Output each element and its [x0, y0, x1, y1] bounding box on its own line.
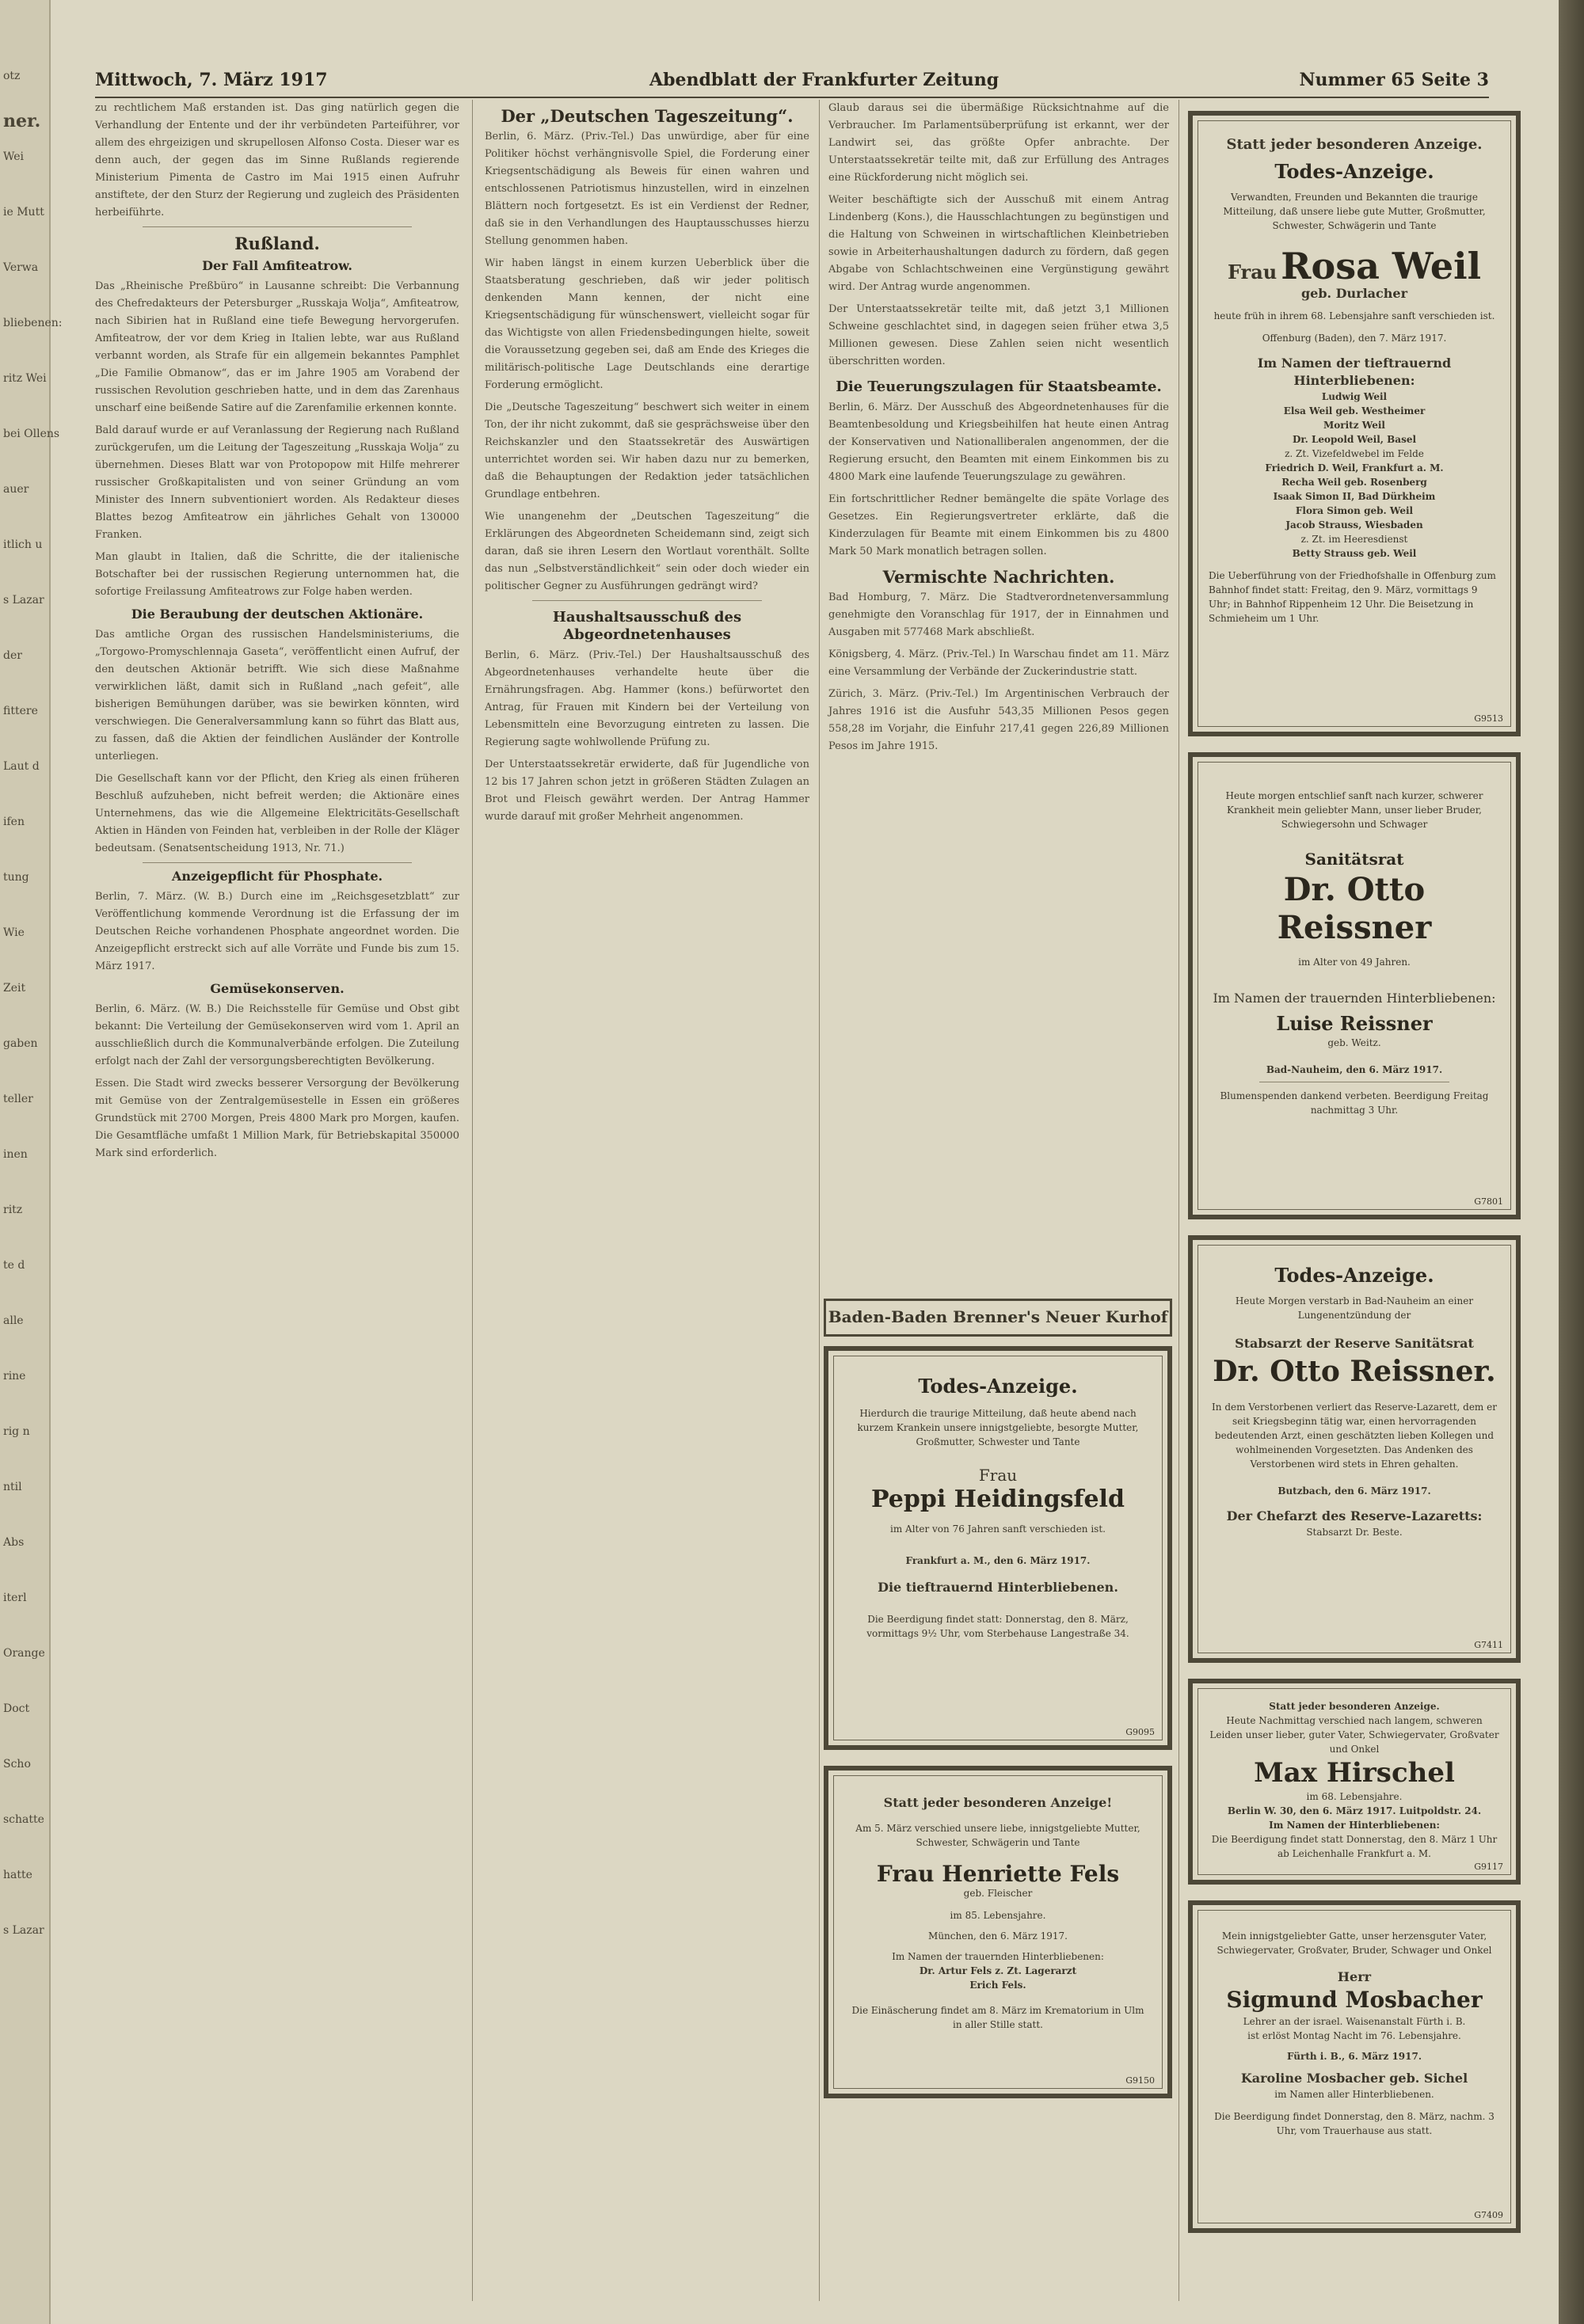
article-text: Man glaubt in Italien, daß die Schritte, die der italienische Botschafter bei der russischen Regierung unternommen hat, die sofortige Freilassung Amfiteatrows zur Folge haben werden.: [95, 551, 459, 598]
ad-title: Todes-Anzeige.: [918, 1375, 1078, 1398]
article-text: Berlin, 6. März. (Priv.-Tel.) Das unwürdige, aber für eine Politiker höchst verhängnisvolle Spiel, die Forderung einer Kriegsentschädigung als Beweis für einen wahren und entschlossenen Patriotismus hinzustellen, wird in einzelnen Blättern noch fortgesetzt. Es ist ein Verdienst der Redner, daß sie in den Verhandlungen des Hauptausschusses hierzu Stellung genommen haben.: [485, 131, 809, 247]
ad-place-date: Butzbach, den 6. März 1917.: [1277, 1485, 1431, 1497]
ad-title: Todes-Anzeige.: [1274, 160, 1434, 183]
ad-text: Heute morgen entschlief sanft nach kurzer, schwerer Krankheit mein geliebter Mann, unser lieber Bruder, Schwiegersohn und Schwager: [1225, 790, 1483, 830]
ad-death-notice-fels: [824, 1766, 1172, 2098]
ad-mourners: im Namen aller Hinterbliebenen.: [1274, 2089, 1434, 2100]
spine-text: rig n: [3, 1425, 30, 1438]
ad-burial-info: Die Beerdigung findet statt: Donnerstag, den 8. März, vormittags 9½ Uhr, vom Sterbehause Langestraße 34.: [866, 1614, 1129, 1639]
ad-mourner-name: Karoline Mosbacher geb. Sichel: [1240, 2071, 1468, 2086]
spine-text: alle: [3, 1314, 24, 1327]
ad-code: G9513: [1474, 713, 1503, 724]
page-edge-shadow: [1559, 0, 1584, 2324]
spine-text: hatte: [3, 1869, 32, 1881]
ad-place-date: Offenburg (Baden), den 7. März 1917.: [1262, 333, 1447, 344]
ad-burial-info: Die Einäscherung findet am 8. März im Krematorium in Ulm in aller Stille statt.: [851, 2005, 1144, 2030]
article-text: Berlin, 7. März. (W. B.) Durch eine im „Reichsgesetzblatt“ zur Veröffentlichung kommende Verordnung ist die Erfassung der im Deutschen Reiche vorhandenen Phosphate angeordnet worden. Die Anzeigepflicht erstreckt sich auf alle Vorräte und Funde bis zum 15. März 1917.: [95, 891, 459, 972]
column-2: [485, 100, 809, 2301]
ad-text: im 85. Lebensjahre.: [950, 1910, 1046, 1921]
header-date: Mittwoch, 7. März 1917: [95, 70, 328, 90]
section-heading: Haushaltsausschuß des Abgeordnetenhauses: [552, 609, 742, 643]
ad-place-date: Bad-Nauheim, den 6. März 1917.: [1266, 1064, 1443, 1075]
article-heading: Gemüsekonserven.: [210, 981, 345, 996]
ad-brenner-kurhof: [824, 1299, 1172, 1337]
deceased-name: Dr. Otto Reissner.: [1213, 1355, 1496, 1388]
ad-mourner-name: Moritz Weil: [1323, 420, 1385, 431]
ad-mourners: Im Namen der Hinterbliebenen:: [1269, 1820, 1440, 1831]
divider: [143, 862, 412, 863]
spine-text: te d: [3, 1259, 25, 1272]
ad-text: Lehrer an der israel. Waisenanstalt Fürth i. B.: [1243, 2016, 1466, 2027]
ad-death-notice-reissner-lazarett: [1188, 1235, 1521, 1663]
article-heading: Anzeigepflicht für Phosphate.: [171, 869, 383, 884]
ad-text: Am 5. März verschied unsere liebe, innigstgeliebte Mutter, Schwester, Schwägerin und Tante: [855, 1823, 1140, 1848]
spine-text: inen: [3, 1148, 28, 1161]
column-rule: [1178, 100, 1179, 2301]
spine-text: Doct: [3, 1702, 30, 1715]
spine-text: Wie: [3, 926, 25, 939]
header-page-number: Nummer 65 Seite 3: [1299, 70, 1489, 90]
spine-text: auer: [3, 483, 29, 496]
ad-title: Statt jeder besonderen Anzeige.: [1269, 1701, 1440, 1712]
deceased-name: Sigmund Mosbacher: [1226, 1987, 1483, 2013]
spine-text: ie Mutt: [3, 206, 44, 219]
ad-text: Heute Morgen verstarb in Bad-Nauheim an einer Lungenentzündung der: [1235, 1295, 1474, 1321]
divider: [532, 600, 762, 601]
spine-text: Verwa: [3, 261, 39, 274]
ad-death-notice-hirschel: [1188, 1679, 1521, 1885]
article-text: Königsberg, 4. März. (Priv.-Tel.) In Warschau findet am 11. März eine Versammlung der Verbände der Zuckerindustrie statt.: [828, 649, 1169, 678]
article-text: zu rechtlichem Maß erstanden ist. Das ging natürlich gegen die Verhandlung der Entente und der ihr verbündeten Parteiführer, vor allem des ehrgeizigen und skrupellosen Alfonso Costa. Dieser war es denn auch, der gegen das im Sinne Rußlands regierende Ministerium Pimenta de Castro im Mai 1915 einen Aufruhr anstiftete, der den Sturz der Regierung und zugleich des Präsidenten herbeiführte.: [95, 102, 459, 219]
ad-mourner-name: Ludwig Weil: [1321, 391, 1388, 402]
article-text: Der Unterstaatssekretär teilte mit, daß jetzt 3,1 Millionen Schweine geschlachtet sind, in dagegen seien früher etwa 3,5 Millionen gewesen. Diese Zahlen seien nicht wesentlich überschritten worden.: [828, 303, 1169, 367]
spine-text: fittere: [3, 705, 38, 717]
ad-mourners: Im Namen der tieftrauernd Hinterbliebenen:: [1257, 356, 1452, 388]
article-text: Das „Rheinische Preßbüro“ in Lausanne schreibt: Die Verbannung des Chefredakteurs der Petersburger „Russkaja Wolja“, Amfiteatrow, nach Sibirien hat in Rußland eine tiefe Bewegung hervorgerufen. Amfiteatrow, der vor dem Krieg in Italien lebte, war aus Rußland verbannt worden, als Strafe für ein allgemein bekanntes Pamphlet „Die Familie Obmanow“, das er im Jahre 1905 am Vorabend der russischen Revolution geschrieben hatte, und in dem das Zarenhaus unscharf eine beißende Satire auf die Zarenfamilie erkennen konnte.: [95, 280, 459, 414]
ad-mourner-name: Recha Weil geb. Rosenberg: [1281, 477, 1427, 488]
article-text: Wir haben längst in einem kurzen Ueberblick über die Staatsberatung geschrieben, daß wir jeder politisch denkenden Mann kennen, der nicht eine Kriegsentschädigung für wünschenswert, vielleicht sogar für das Wichtigste von allen Friedensbedingungen hielte, soweit die Voraussetzung gegeben sei, daß am Ende des Krieges die militärisch-politische Lage Deutschlands eine derartige Forderung ermöglicht.: [485, 257, 809, 391]
ad-mourner-name: Dr. Artur Fels z. Zt. Lagerarzt: [919, 1965, 1077, 1976]
ad-text: heute früh in ihrem 68. Lebensjahre sanft verschieden ist.: [1213, 310, 1495, 321]
ad-mourner-name: Dr. Leopold Weil, Basel: [1292, 434, 1417, 445]
article-text: Glaub daraus sei die übermäßige Rücksichtnahme auf die Verbraucher. Im Parlamentsüberprüfung ist erkannt, wer der Landwirt sei, das größte Opfer anbrachte. Der Unterstaatssekretär teilte mit, daß zur Erfüllung des Antrages eine Rückforderung nicht möglich sei.: [828, 102, 1169, 184]
spine-text: otz: [3, 70, 21, 82]
column-1: [95, 100, 459, 2301]
ad-death-notice-reissner-family: [1188, 752, 1521, 1219]
ad-text: Sanitätsrat: [1304, 850, 1404, 869]
ad-mourner-name: Isaak Simon II, Bad Dürkheim: [1273, 491, 1436, 502]
spine-text: iterl: [3, 1592, 27, 1604]
ad-death-notice-weil: [1188, 111, 1521, 736]
ad-death-notice-mosbacher: [1188, 1900, 1521, 2233]
spine-text: gaben: [3, 1037, 38, 1050]
article-heading: Die Beraubung der deutschen Aktionäre.: [131, 607, 424, 622]
header-rule: [95, 97, 1489, 98]
ad-burial-info: Die Beerdigung findet Donnerstag, den 8. März, nachm. 3 Uhr, vom Trauerhause aus statt.: [1214, 2111, 1495, 2136]
spine-text: s Lazar: [3, 594, 44, 607]
deceased-name: Rosa Weil: [1281, 245, 1482, 287]
spine-text: der: [3, 649, 22, 662]
ad-code: G9117: [1474, 1862, 1503, 1872]
ad-place-date: München, den 6. März 1917.: [928, 1930, 1068, 1942]
spine-text: schatte: [3, 1813, 44, 1826]
spine-text: ntil: [3, 1481, 22, 1493]
ad-mourner-name: Betty Strauss geb. Weil: [1292, 548, 1417, 559]
ad-text: geb. Durlacher: [1300, 286, 1408, 301]
ad-code: G7801: [1474, 1196, 1503, 1207]
spine-text: Orange: [3, 1647, 45, 1660]
spine-text: teller: [3, 1093, 33, 1105]
article-text: Bad Homburg, 7. März. Die Stadtverordnetenversammlung genehmigte den Voranschlag für 1917, der in Einnahmen und Ausgaben mit 577468 Mark abschließt.: [828, 591, 1169, 638]
ad-title: Statt jeder besonderen Anzeige.: [1226, 136, 1483, 153]
article-text: Der Unterstaatssekretär erwiderte, daß für Jugendliche von 12 bis 17 Jahren schon jetzt in größeren Städten Zulagen an Brot und Fleisch gewährt werden. Der Antrag Hammer wurde darauf mit großer Mehrheit angenommen.: [485, 759, 809, 823]
ad-text: Frau: [1227, 261, 1277, 283]
spine-text: Zeit: [3, 982, 26, 995]
ad-mourner-name: z. Zt. Vizefeldwebel im Felde: [1285, 448, 1424, 459]
article-text: Wie unangenehm der „Deutschen Tageszeitung“ die Erklärungen des Abgeordneten Scheidemann sind, zeigt sich daran, daß sie ihren Lesern den Wortlaut vorenthält. Sollte das nun „Selbstverständlichkeit“ sein oder doch wieder ein politischer Gegner zu Ausführungen gedrängt wird?: [485, 511, 809, 592]
section-heading: Die Teuerungszulagen für Staatsbeamte.: [836, 378, 1162, 395]
ad-text: In dem Verstorbenen verliert das Reserve-Lazarett, dem er seit Kriegsbeginn tätig war, einen hervorragenden bedeutenden Arzt, einen geschätzten lieben Kollegen und wohlmeinenden Vorgesetzten. Das Andenken des Verstorbenen wird stets in Ehren gehalten.: [1212, 1402, 1497, 1470]
page-header: [95, 70, 1489, 93]
deceased-name: Frau Henriette Fels: [876, 1861, 1120, 1887]
article-text: Zürich, 3. März. (Priv.-Tel.) Im Argentinischen Verbrauch der Jahres 1916 ist die Ausfuhr 543,35 Millionen Pesos gegen 558,28 im Vorjahr, die Einfuhr 217,41 gegen 226,89 Millionen Pesos im Jahre 1915.: [828, 688, 1169, 752]
spine-text: Laut d: [3, 760, 40, 773]
article-text: Das amtliche Organ des russischen Handelsministeriums, die „Torgowo-Promyschlennaja Gaseta“, veröffentlicht einen Aufruf, der den deutschen Aktionär betrifft. Wie sich diese Maßnahme verwirklichen läßt, damit sich in Rußland „nach gefeit“, alle bisherigen Bemühungen darüber, was sie bewirken könnten, wird verschwiegen. Die Generalversammlung kann so führt das Blatt aus, zu fassen, daß die Aktien der feindlichen Ausländer der Kontrolle unterliegen.: [95, 629, 459, 763]
article-text: Die „Deutsche Tageszeitung“ beschwert sich weiter in einem Ton, der ihr nicht zukommt, daß sie gesprächsweise über den Reichskanzler und den Staatssekretär des Auswärtigen unterrichtet worden sei. Wir haben dazu nur zu bemerken, daß die Behauptungen der Redaktion jeder tatsächlichen Grundlage entbehren.: [485, 401, 809, 500]
ad-text: Baden-Baden Brenner's Neuer Kurhof: [828, 1307, 1168, 1326]
ad-text: im 68. Lebensjahre.: [1306, 1791, 1403, 1802]
article-text: Die Gesellschaft kann vor der Pflicht, den Krieg als einen früheren Beschluß aufzuheben, nicht befreit werden; die Aktionäre eines Unternehmens, das wie die Allgemeine Elektricitäts-Gesellschaft Aktien in Händen von Feinden hat, verbleiben in der Rolle der Kläger bedeutsam. (Senatsentscheidung 1913, Nr. 71.): [95, 773, 459, 854]
section-heading: Rußland.: [234, 234, 320, 253]
ad-place-date: Frankfurt a. M., den 6. März 1917.: [905, 1555, 1091, 1566]
article-text: Essen. Die Stadt wird zwecks besserer Versorgung der Bevölkerung mit Gemüse von der Zentralgemüsestelle in Essen ein größeres Grundstück mit 2700 Morgen, Preis 4800 Mark pro Morgen, kaufen. Die Gesamtfläche umfaßt 1 Million Mark, für Betriebskapital 350000 Mark sind erforderlich.: [95, 1078, 459, 1159]
ad-code: G9095: [1125, 1727, 1155, 1737]
ad-code: G9150: [1125, 2075, 1155, 2086]
ad-text: Mein innigstgeliebter Gatte, unser herzensguter Vater, Schwiegervater, Großvater, Bruder, Schwager und Onkel: [1217, 1930, 1492, 1956]
spine-text: bei Ollens: [3, 428, 60, 440]
deceased-name: Dr. Otto Reissner: [1277, 871, 1432, 946]
spine-text: ritz Wei: [3, 372, 47, 385]
spine-text: Wei: [3, 150, 25, 163]
ad-code: G7411: [1474, 1640, 1503, 1650]
ad-burial-info: Blumenspenden dankend verbeten. Beerdigung Freitag nachmittag 3 Uhr.: [1220, 1090, 1489, 1116]
ad-text: ist erlöst Montag Nacht im 76. Lebensjahre.: [1247, 2030, 1461, 2041]
ad-mourner-name: Erich Fels.: [969, 1980, 1026, 1991]
ad-burial-info: Die Beerdigung findet statt Donnerstag, den 8. März 1 Uhr ab Leichenhalle Frankfurt a. M.: [1211, 1834, 1498, 1859]
ad-title: Todes-Anzeige.: [1274, 1264, 1434, 1287]
ad-text: Verwandten, Freunden und Bekannten die traurige Mitteilung, daß unsere liebe gute Mutter, Großmutter, Schwester, Schwägerin und Tante: [1223, 192, 1486, 231]
section-heading: Vermischte Nachrichten.: [882, 567, 1115, 587]
ad-place-date: Fürth i. B., 6. März 1917.: [1286, 2051, 1422, 2062]
ad-signature: Stabsarzt Dr. Beste.: [1306, 1527, 1403, 1538]
article-text: Berlin, 6. März. Der Ausschuß des Abgeordnetenhauses für die Beamtenbesoldung und Kriegsbeihilfen hat heute einen Antrag der Konservativen und Nationalliberalen angenommen, der die Regierung ersucht, den Beamten mit einem Einkommen bis zu 4800 Mark eine laufende Teuerungszulage zu gewähren.: [828, 401, 1169, 483]
ad-text: Stabsarzt der Reserve Sanitätsrat: [1235, 1336, 1474, 1351]
ad-mourners: Im Namen der trauernden Hinterbliebenen:: [1213, 991, 1496, 1006]
ad-text: Heute Nachmittag verschied nach langem, schweren Leiden unser lieber, guter Vater, Schwiegervater, Großvater und Onkel: [1209, 1715, 1499, 1755]
spine-text: rine: [3, 1370, 26, 1383]
ad-mourner-name: Flora Simon geb. Weil: [1295, 505, 1414, 516]
header-masthead: Abendblatt der Frankfurter Zeitung: [649, 70, 1000, 90]
ad-text: Hierdurch die traurige Mitteilung, daß heute abend nach kurzem Krankein unsere innigstgeliebte, besorgte Mutter, Großmutter, Schwester und Tante: [857, 1408, 1139, 1447]
ad-mourners: Im Namen der trauernden Hinterbliebenen:: [892, 1951, 1104, 1962]
column-rule: [819, 100, 820, 2301]
ad-burial-info: Die Ueberführung von der Friedhofshalle in Offenburg zum Bahnhof findet statt: Freitag, den 9. März, vormittags 9 Uhr; in Bahnhof Rippenheim 12 Uhr. Die Beisetzung in Schmieheim um 1 Uhr.: [1209, 570, 1496, 624]
deceased-name: Max Hirschel: [1254, 1757, 1455, 1789]
deceased-name: Peppi Heidingsfeld: [871, 1485, 1125, 1513]
spine-text: ritz: [3, 1204, 23, 1216]
article-text: Berlin, 6. März. (Priv.-Tel.) Der Haushaltsausschuß des Abgeordnetenhauses verhandelte heute über die Ernährungsfragen. Abg. Hammer (kons.) befürwortet den Antrag, für Frauen mit Kindern bei der Verteilung von Lebensmitteln eine Bevorzugung eintreten zu lassen. Die Regierung sagte wohlwollende Prüfung zu.: [485, 649, 809, 748]
ad-death-notice-heidingsfeld: [824, 1346, 1172, 1750]
ad-mourner-name: Friedrich D. Weil, Frankfurt a. M.: [1265, 462, 1444, 474]
article-text: Bald darauf wurde er auf Veranlassung der Regierung nach Rußland zurückgerufen, um die Leitung der Tageszeitung „Russkaja Wolja“ zu übernehmen. Dieses Blatt war von Protopopow mit Hilfe mehrerer russischer Großkapitalisten und von seiner Gründung an vom Minister des Innern subventioniert worden. Als Redakteur dieses Blattes bezog Amfiteatrow ein jährliches Gehalt von 130000 Franken.: [95, 424, 459, 541]
spine-text: s Lazar: [3, 1924, 44, 1937]
spine-text: Scho: [3, 1758, 31, 1771]
spine-text: bliebenen:: [3, 317, 63, 329]
spine-text: ner.: [3, 111, 41, 131]
spine-text: tung: [3, 871, 29, 884]
ad-mourner-name: Jacob Strauss, Wiesbaden: [1285, 519, 1423, 531]
article-text: Weiter beschäftigte sich der Ausschuß mit einem Antrag Lindenberg (Kons.), die Hausschlachtungen zu begünstigen und die Haltung von Schweinen in wirtschaftlichen Kleinbetrieben sowie in Arbeiterhaushaltungen dadurch zu fördern, daß gegen Abgabe von Schlachtschweinen eine Vergünstigung gewährt wird. Der Antrag wurde angenommen.: [828, 194, 1169, 293]
column-rule: [472, 100, 473, 2301]
ad-text: Herr: [1337, 1969, 1372, 1984]
ad-text: im Alter von 76 Jahren sanft verschieden ist.: [890, 1523, 1106, 1535]
divider: [143, 226, 412, 227]
adjacent-page-strip: [0, 0, 63, 2324]
article-text: Berlin, 6. März. (W. B.) Die Reichsstelle für Gemüse und Obst gibt bekannt: Die Verteilung der Gemüsekonserven wird vom 1. April an ausschließlich durch die Kommunalverbände erfolgen. Die Zuteilung erfolgt nach der Zahl der versorgungsberechtigten Bevölkerung.: [95, 1003, 459, 1067]
article-text: Ein fortschrittlicher Redner bemängelte die späte Vorlage des Gesetzes. Ein Regierungsvertreter erklärte, daß die Kinderzulagen für Beamte mit einem Einkommen bis zu 4800 Mark 50 Mark monatlich betragen sollen.: [828, 493, 1169, 557]
section-heading: Der „Deutschen Tageszeitung“.: [501, 106, 794, 126]
ad-mourner-name: Luise Reissner: [1276, 1012, 1433, 1035]
ad-signature: Der Chefarzt des Reserve-Lazaretts:: [1226, 1508, 1483, 1523]
spine-text: itlich u: [3, 538, 43, 551]
ad-code: G7409: [1474, 2210, 1503, 2220]
ad-text: Frau: [978, 1466, 1018, 1485]
ad-mourner-name: Elsa Weil geb. Westheimer: [1283, 405, 1426, 416]
article-heading: Der Fall Amfiteatrow.: [202, 258, 352, 273]
ad-text: geb. Fleischer: [963, 1888, 1033, 1899]
ad-mourner-name: z. Zt. im Heeresdienst: [1300, 534, 1408, 545]
ad-title: Statt jeder besonderen Anzeige!: [883, 1795, 1113, 1810]
spine-text: Abs: [3, 1536, 25, 1549]
spine-text: ifen: [3, 816, 25, 828]
ad-text: geb. Weitz.: [1327, 1037, 1381, 1048]
column-3: [828, 100, 1169, 1288]
ad-mourners: Die tieftrauernd Hinterbliebenen.: [878, 1580, 1118, 1595]
ad-place-date: Berlin W. 30, den 6. März 1917. Luitpoldstr. 24.: [1227, 1805, 1482, 1816]
ad-text: im Alter von 49 Jahren.: [1298, 957, 1411, 968]
